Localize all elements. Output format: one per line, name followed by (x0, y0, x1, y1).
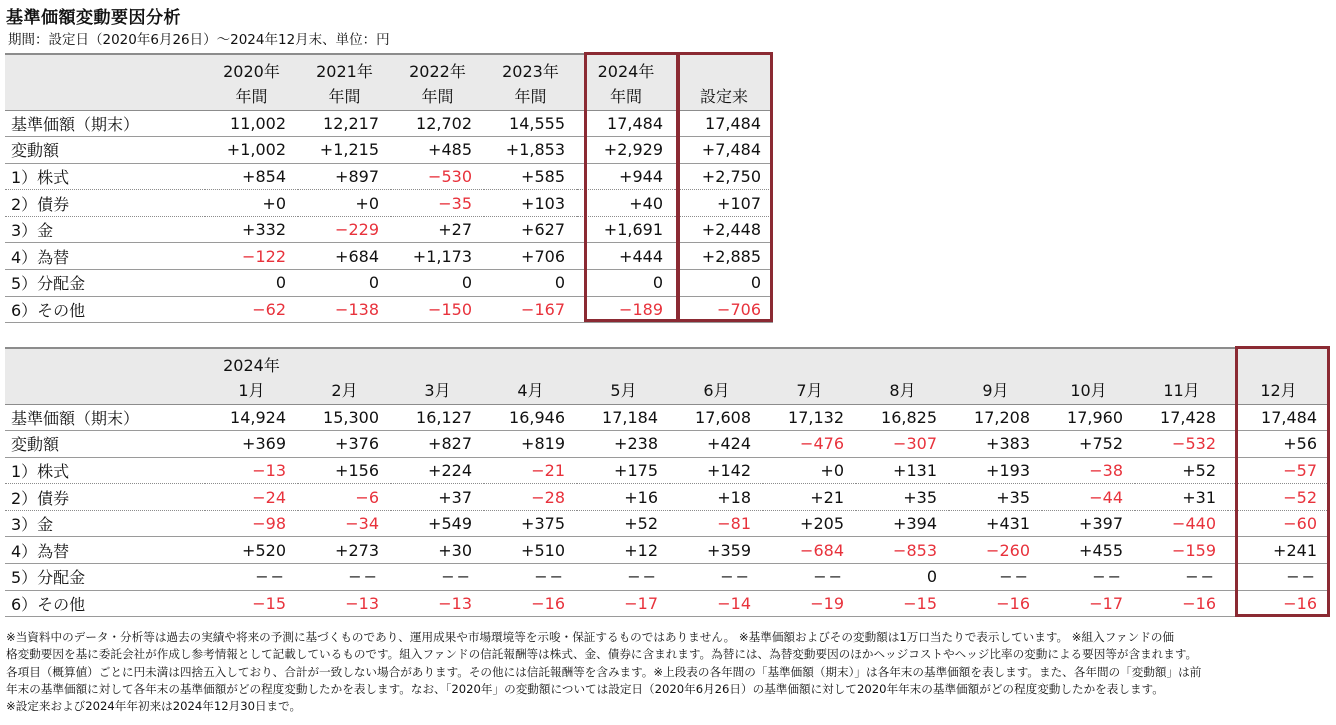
table-cell: 14,924 (205, 404, 298, 431)
table-cell: +205 (763, 510, 856, 537)
table-cell: +40 (577, 190, 675, 217)
table-cell: −− (1042, 564, 1135, 591)
table-cell: +2,448 (675, 216, 773, 243)
table-row (5, 110, 773, 137)
table-cell: −− (298, 564, 391, 591)
table-cell: +549 (391, 510, 484, 537)
period-header: 設定来 (675, 82, 773, 110)
table-cell: −17 (577, 590, 670, 617)
table-cell: 0 (205, 270, 298, 297)
table-row (5, 510, 1329, 537)
table-row (5, 484, 1329, 511)
table-cell: 14,555 (484, 110, 577, 137)
table-cell: 17,484 (1228, 404, 1329, 431)
header-corner (5, 82, 205, 110)
table-cell: +1,691 (577, 216, 675, 243)
table-cell: +18 (670, 484, 763, 511)
table-cell: +431 (949, 510, 1042, 537)
table-cell: +444 (577, 243, 675, 270)
table-cell: 16,946 (484, 404, 577, 431)
table-cell: −60 (1228, 510, 1329, 537)
table-cell: +827 (391, 431, 484, 458)
row-label: 2）債券 (5, 190, 205, 217)
table-cell: −6 (298, 484, 391, 511)
month-header: 1月 (205, 376, 298, 404)
year-header: 2024年 (205, 348, 298, 376)
footnote-line: 年末の基準価額に対して各年末の基準価額がどの程度変動したかを表します。なお、「2020年」の変動額については設定日（2020年6月26日）の基準価額に対して2020年年末の基準価額がどの程度変動したかを表します。 (6, 681, 1164, 696)
table-cell: +819 (484, 431, 577, 458)
table-cell: −− (391, 564, 484, 591)
table-cell: −28 (484, 484, 577, 511)
row-label: 3）金 (5, 216, 205, 243)
table-cell: +103 (484, 190, 577, 217)
row-label: 6）その他 (5, 296, 205, 323)
row-label: 2）債券 (5, 484, 205, 511)
table-row (5, 243, 773, 270)
row-label: 1）株式 (5, 457, 205, 484)
table-cell: +2,885 (675, 243, 773, 270)
table-cell: +16 (577, 484, 670, 511)
footnote-line: 格変動要因を基に委託会社が作成し参考情報として記載しているものです。組入ファンドの信託報酬等は株式、金、債券に含まれます。為替には、為替変動要因のほかヘッジコストやヘッジ比率の変動による要因等が含まれます。 (6, 647, 1198, 662)
table-cell: +31 (1135, 484, 1228, 511)
table-cell: −52 (1228, 484, 1329, 511)
table-cell: 11,002 (205, 110, 298, 137)
table-cell: −13 (298, 590, 391, 617)
table-cell: 16,825 (856, 404, 949, 431)
table-cell: +376 (298, 431, 391, 458)
table-cell: −150 (391, 296, 484, 323)
table-cell: +1,173 (391, 243, 484, 270)
table-cell: −− (949, 564, 1042, 591)
table-cell: +193 (949, 457, 1042, 484)
table-cell: +30 (391, 537, 484, 564)
table-cell: +107 (675, 190, 773, 217)
table-cell: −476 (763, 431, 856, 458)
table-cell: +35 (949, 484, 1042, 511)
year-header: 2023年 (484, 54, 577, 82)
table-cell: −122 (205, 243, 298, 270)
table-cell: +156 (298, 457, 391, 484)
table-cell: +142 (670, 457, 763, 484)
table-cell: +397 (1042, 510, 1135, 537)
table-cell: −24 (205, 484, 298, 511)
table-cell: 17,184 (577, 404, 670, 431)
table-cell: 17,608 (670, 404, 763, 431)
table-cell: −− (1228, 564, 1329, 591)
table-cell: +627 (484, 216, 577, 243)
table-cell: −− (670, 564, 763, 591)
footnote-line: 各項目（概算値）ごとに円未満は四捨五入しており、合計が一致しない場合があります。その他には信託報酬等を含みます。※上段表の各年間の「基準価額（期末）」は各年末の基準価額を表します。また、各年間の「変動額」は前 (6, 664, 1202, 679)
table-row (5, 590, 1329, 617)
table-cell: −17 (1042, 590, 1135, 617)
table-cell: +37 (391, 484, 484, 511)
table-cell: +854 (205, 163, 298, 190)
table-row (5, 163, 773, 190)
row-label: 5）分配金 (5, 270, 205, 297)
table-cell: 12,217 (298, 110, 391, 137)
table-cell: 0 (391, 270, 484, 297)
table-cell: 12,702 (391, 110, 484, 137)
row-label: 6）その他 (5, 590, 205, 617)
table-cell: −15 (205, 590, 298, 617)
table-cell: −13 (391, 590, 484, 617)
month-header: 11月 (1135, 376, 1228, 404)
year-header: 2022年 (391, 54, 484, 82)
month-header: 8月 (856, 376, 949, 404)
table-cell: +375 (484, 510, 577, 537)
table-row (5, 431, 1329, 458)
table-row (5, 296, 773, 323)
table-cell: 17,484 (577, 110, 675, 137)
footnote-line: ※当資料中のデータ・分析等は過去の実績や将来の予測に基づくものであり、運用成果や市場環境等を示唆・保証するものではありません。 ※基準価額およびその変動額は1万口当たりで表示しています。 ※組入ファンドの価 (6, 630, 1175, 644)
period-header: 年間 (298, 82, 391, 110)
table-cell: 16,127 (391, 404, 484, 431)
table-cell: −307 (856, 431, 949, 458)
annual-factor-table (5, 53, 773, 323)
row-label: 4）為替 (5, 243, 205, 270)
table-cell: +238 (577, 431, 670, 458)
table-row (5, 404, 1329, 431)
table-cell: 15,300 (298, 404, 391, 431)
table-cell: +241 (1228, 537, 1329, 564)
table-cell: +52 (1135, 457, 1228, 484)
table-cell: −38 (1042, 457, 1135, 484)
period-header: 年間 (391, 82, 484, 110)
table-cell: +7,484 (675, 137, 773, 164)
table-cell: 0 (675, 270, 773, 297)
table-cell: +1,002 (205, 137, 298, 164)
month-header: 6月 (670, 376, 763, 404)
table-cell: −138 (298, 296, 391, 323)
table-cell: +485 (391, 137, 484, 164)
table-cell: −530 (391, 163, 484, 190)
row-label: 変動額 (5, 431, 205, 458)
table-cell: −34 (298, 510, 391, 537)
table-cell: +455 (1042, 537, 1135, 564)
table-cell: −189 (577, 296, 675, 323)
table-cell: −167 (484, 296, 577, 323)
table-cell: +273 (298, 537, 391, 564)
table-cell: 17,484 (675, 110, 773, 137)
table-cell: −62 (205, 296, 298, 323)
header-corner (5, 376, 205, 404)
table-cell: 0 (577, 270, 675, 297)
header-corner (5, 54, 205, 82)
row-label: 4）為替 (5, 537, 205, 564)
row-label: 基準価額（期末） (5, 110, 205, 137)
table-cell: +56 (1228, 431, 1329, 458)
table-cell: −19 (763, 590, 856, 617)
table-cell: +394 (856, 510, 949, 537)
table-row (5, 537, 1329, 564)
table-cell: −14 (670, 590, 763, 617)
year-header: 2020年 (205, 54, 298, 82)
table-cell: +383 (949, 431, 1042, 458)
table-cell: 17,428 (1135, 404, 1228, 431)
period-header: 年間 (577, 82, 675, 110)
table-row (5, 137, 773, 164)
table-cell: +585 (484, 163, 577, 190)
table-cell: +520 (205, 537, 298, 564)
table-cell: −− (577, 564, 670, 591)
table-cell: −159 (1135, 537, 1228, 564)
table-cell: −13 (205, 457, 298, 484)
table-cell: +369 (205, 431, 298, 458)
table-cell: −229 (298, 216, 391, 243)
table-row (5, 270, 773, 297)
table-cell: +944 (577, 163, 675, 190)
row-label: 5）分配金 (5, 564, 205, 591)
table-cell: 17,960 (1042, 404, 1135, 431)
table-cell: +1,853 (484, 137, 577, 164)
row-label: 1）株式 (5, 163, 205, 190)
table-cell: +897 (298, 163, 391, 190)
monthly-factor-table (5, 347, 1329, 617)
period-header: 年間 (484, 82, 577, 110)
table-cell: −16 (949, 590, 1042, 617)
month-header: 10月 (1042, 376, 1135, 404)
table-cell: +27 (391, 216, 484, 243)
table-cell: −81 (670, 510, 763, 537)
row-label: 3）金 (5, 510, 205, 537)
table-cell: +332 (205, 216, 298, 243)
row-label: 基準価額（期末） (5, 404, 205, 431)
table-cell: −− (763, 564, 856, 591)
table-cell: −15 (856, 590, 949, 617)
page-title: 基準価額変動要因分析 (6, 8, 181, 28)
table-cell: +2,929 (577, 137, 675, 164)
table-cell: +706 (484, 243, 577, 270)
period-header: 年間 (205, 82, 298, 110)
table-cell: +0 (763, 457, 856, 484)
table-cell: +424 (670, 431, 763, 458)
table-cell: −44 (1042, 484, 1135, 511)
table-cell: −− (205, 564, 298, 591)
year-header: 2021年 (298, 54, 391, 82)
table-cell: −532 (1135, 431, 1228, 458)
footnote-line: ※設定来および2024年年初来は2024年12月30日まで。 (6, 699, 302, 714)
table-cell: +21 (763, 484, 856, 511)
month-header: 5月 (577, 376, 670, 404)
table-cell: −98 (205, 510, 298, 537)
table-row (5, 216, 773, 243)
table-cell: +359 (670, 537, 763, 564)
table-cell: +35 (856, 484, 949, 511)
table-cell: 0 (856, 564, 949, 591)
table-cell: +0 (298, 190, 391, 217)
table-cell: −706 (675, 296, 773, 323)
table-cell: −− (484, 564, 577, 591)
table-cell: 0 (484, 270, 577, 297)
table-row (5, 564, 1329, 591)
table-cell: −16 (1135, 590, 1228, 617)
month-header: 7月 (763, 376, 856, 404)
month-header: 3月 (391, 376, 484, 404)
table-cell: −853 (856, 537, 949, 564)
year-header (675, 54, 773, 82)
table-cell: −21 (484, 457, 577, 484)
table-cell: +52 (577, 510, 670, 537)
table-cell: +0 (205, 190, 298, 217)
table-cell: −260 (949, 537, 1042, 564)
table-cell: 17,208 (949, 404, 1042, 431)
table-cell: +224 (391, 457, 484, 484)
table-cell: +131 (856, 457, 949, 484)
table-cell: +175 (577, 457, 670, 484)
month-header: 9月 (949, 376, 1042, 404)
table-cell: −− (1135, 564, 1228, 591)
month-header: 12月 (1228, 376, 1329, 404)
table-cell: +684 (298, 243, 391, 270)
table-row (5, 457, 1329, 484)
table-row (5, 190, 773, 217)
table-cell: −440 (1135, 510, 1228, 537)
table-cell: +2,750 (675, 163, 773, 190)
month-header: 2月 (298, 376, 391, 404)
month-header: 4月 (484, 376, 577, 404)
year-header: 2024年 (577, 54, 675, 82)
table-cell: 17,132 (763, 404, 856, 431)
table-cell: +752 (1042, 431, 1135, 458)
table-cell: 0 (298, 270, 391, 297)
table-cell: −16 (484, 590, 577, 617)
table-cell: +1,215 (298, 137, 391, 164)
period-unit-subtitle: 期間：設定日（2020年6月26日）～2024年12月末、単位：円 (8, 32, 390, 48)
table-cell: −16 (1228, 590, 1329, 617)
table-cell: +12 (577, 537, 670, 564)
table-cell: −684 (763, 537, 856, 564)
header-corner (5, 348, 205, 376)
table-cell: −57 (1228, 457, 1329, 484)
table-cell: −35 (391, 190, 484, 217)
row-label: 変動額 (5, 137, 205, 164)
table-cell: +510 (484, 537, 577, 564)
